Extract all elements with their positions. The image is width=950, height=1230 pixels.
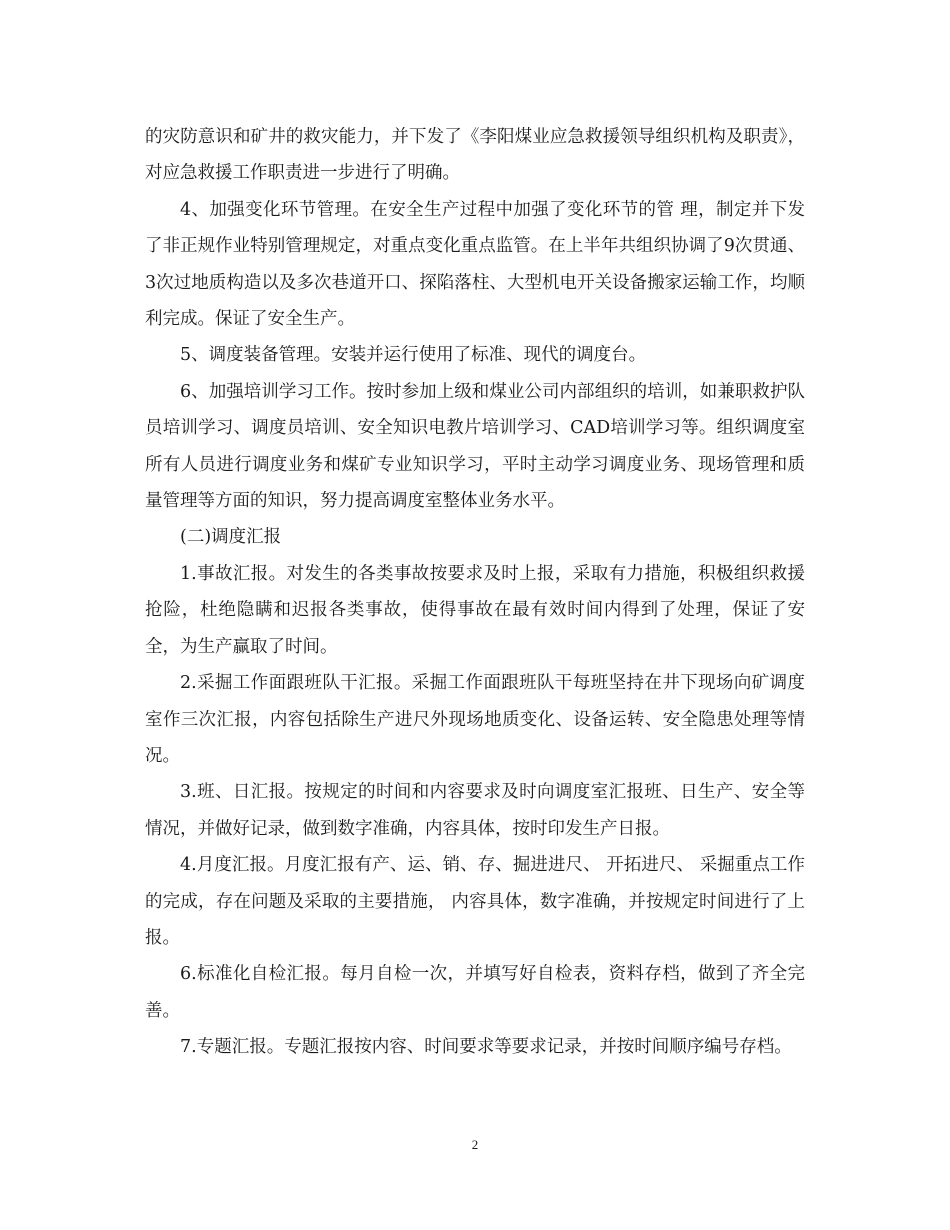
paragraph-continuation: 的灾防意识和矿井的救灾能力，并下发了《李阳煤业应急救援领导组织机构及职责》，对应急救援工作职责进一步进行了明确。 [145,127,805,184]
paragraph-report-1: 1.事故汇报。对发生的各类事故按要求及时上报，采取有力措施，积极组织救援抢险，杜绝隐瞒和迟报各类事故，使得事故在最有效时间内得到了处理，保证了安全，为生产赢取了时间。 [145,563,805,657]
paragraph-report-3: 3.班、日汇报。按规定的时间和内容要求及时向调度室汇报班、日生产、安全等情况，并做好记录，做到数字准确，内容具体，按时印发生产日报。 [145,782,805,839]
document-body [145,119,805,1066]
paragraph-report-7: 7.专题汇报。专题汇报按内容、时间要求等要求记录，并按时间顺序编号存档。 [180,1037,792,1058]
page-number: 2 [471,1137,479,1152]
paragraph-report-6: 6.标准化自检汇报。每月自检一次，并填写好自检表，资料存档，做到了齐全完善。 [145,964,805,1021]
paragraph-item-4: 4、加强变化环节管理。在安全生产过程中加强了变化环节的管 理，制定并下发了非正规作业特别管理规定，对重点变化重点监管。在上半年共组织协调了9次贯通、3次过地质构造以及多次巷道开口、探陷落柱、大型机电开关设备搬家运输工作，均顺利完成。保证了安全生产。 [145,199,805,330]
paragraph-report-4: 4.月度汇报。月度汇报有产、运、销、存、掘进进尺、 开拓进尺、 采掘重点工作的完成，存在问题及采取的主要措施， 内容具体，数字准确，并按规定时间进行了上报。 [145,855,805,948]
paragraph-report-2: 2.采掘工作面跟班队干汇报。采掘工作面跟班队干每班坚持在井下现场向矿调度室作三次汇报，内容包括除生产进尺外现场地质变化、设备运转、安全隐患处理等情况。 [145,673,805,766]
paragraph-item-5: 5、调度装备管理。安装并运行使用了标准、现代的调度台。 [180,345,647,366]
section-heading: (二)调度汇报 [180,527,282,548]
paragraph-item-6: 6、加强培训学习工作。按时参加上级和煤业公司内部组织的培训，如兼职救护队员培训学习、调度员培训、安全知识电教片培训学习、CAD培训学习等。组织调度室所有人员进行调度业务和煤矿专业知识学习，平时主动学习调度业务、现场管理和质量管理等方面的知识，努力提高调度室整体业务水平。 [145,381,805,512]
